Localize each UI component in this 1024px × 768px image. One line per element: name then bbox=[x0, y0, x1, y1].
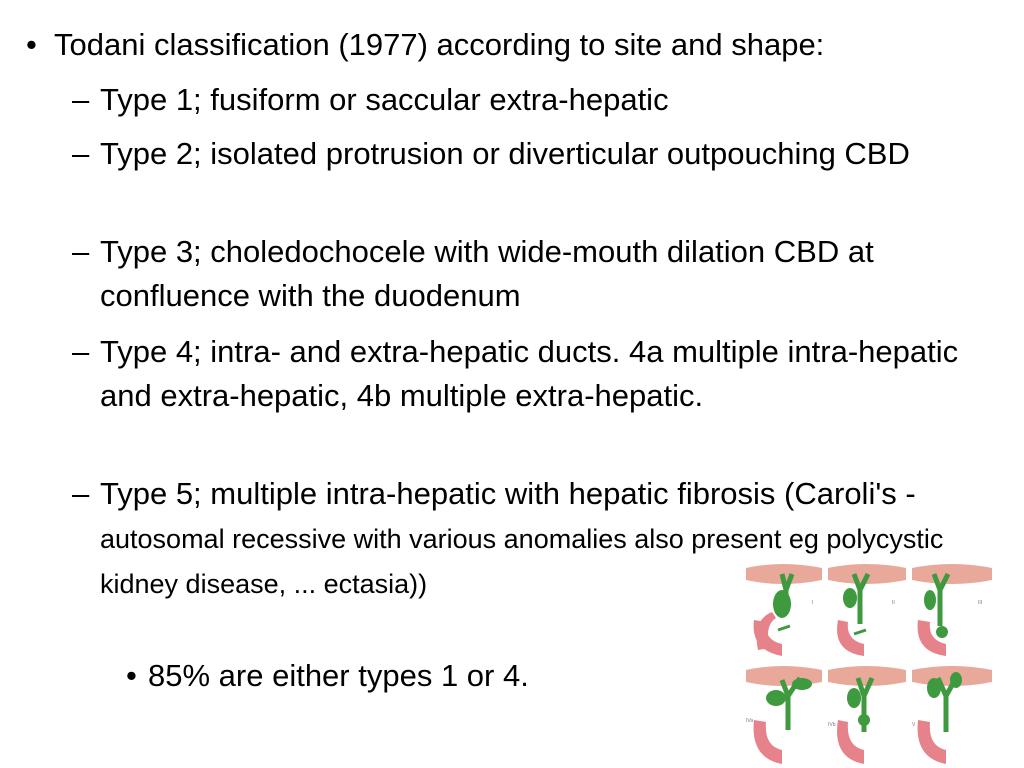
type-1-item bbox=[72, 78, 992, 122]
panel-I bbox=[746, 564, 822, 656]
sub-bullet bbox=[126, 656, 529, 696]
dash-icon: – bbox=[72, 82, 90, 117]
dash-icon: – bbox=[72, 136, 90, 171]
sub-bullet-text: 85% are either types 1 or 4. bbox=[148, 658, 529, 693]
dash-icon: – bbox=[72, 334, 90, 369]
type-3-text: Type 3; choledochocele with wide-mouth dilation CBD at confluence with the duodenum bbox=[100, 234, 874, 313]
type-1-text: Type 1; fusiform or saccular extra-hepatic bbox=[100, 82, 669, 117]
panel-II bbox=[828, 564, 906, 656]
panel-IVb bbox=[828, 666, 906, 764]
panel-V bbox=[912, 666, 992, 764]
type-4-item bbox=[72, 330, 992, 418]
bullet-icon: • bbox=[126, 658, 137, 693]
panel-label: I bbox=[812, 600, 814, 606]
panel-label: IVb bbox=[828, 722, 836, 728]
type-4-text: Type 4; intra- and extra-hepatic ducts. 4a multiple intra-hepatic and extra-hepatic, 4b multiple extra-hepatic. bbox=[100, 334, 959, 413]
type-2-item bbox=[72, 132, 992, 176]
main-bullet-text: Todani classification (1977) according to site and shape: bbox=[54, 27, 825, 62]
panel-III bbox=[912, 564, 992, 656]
dash-icon: – bbox=[72, 234, 90, 269]
panel-label: II bbox=[892, 600, 895, 606]
panel-label: V bbox=[912, 722, 916, 728]
panel-label: IVa bbox=[746, 718, 754, 724]
type-2-text: Type 2; isolated protrusion or diverticular outpouching CBD bbox=[100, 136, 910, 171]
type-3-item bbox=[72, 230, 992, 318]
main-bullet bbox=[26, 26, 1006, 64]
bullet-icon: • bbox=[26, 27, 37, 62]
todani-classification-figure bbox=[742, 560, 1006, 768]
panel-IVa bbox=[746, 666, 822, 764]
figure-svg bbox=[742, 560, 1006, 768]
panel-label: III bbox=[978, 600, 983, 606]
type-5-text: Type 5; multiple intra-hepatic with hepatic fibrosis (Caroli's - bbox=[100, 476, 916, 511]
dash-icon: – bbox=[72, 476, 90, 511]
type-5-detail-text: autosomal recessive with various anomalies also present eg polycystic kidney disease, ... ectasia)) bbox=[100, 524, 944, 599]
